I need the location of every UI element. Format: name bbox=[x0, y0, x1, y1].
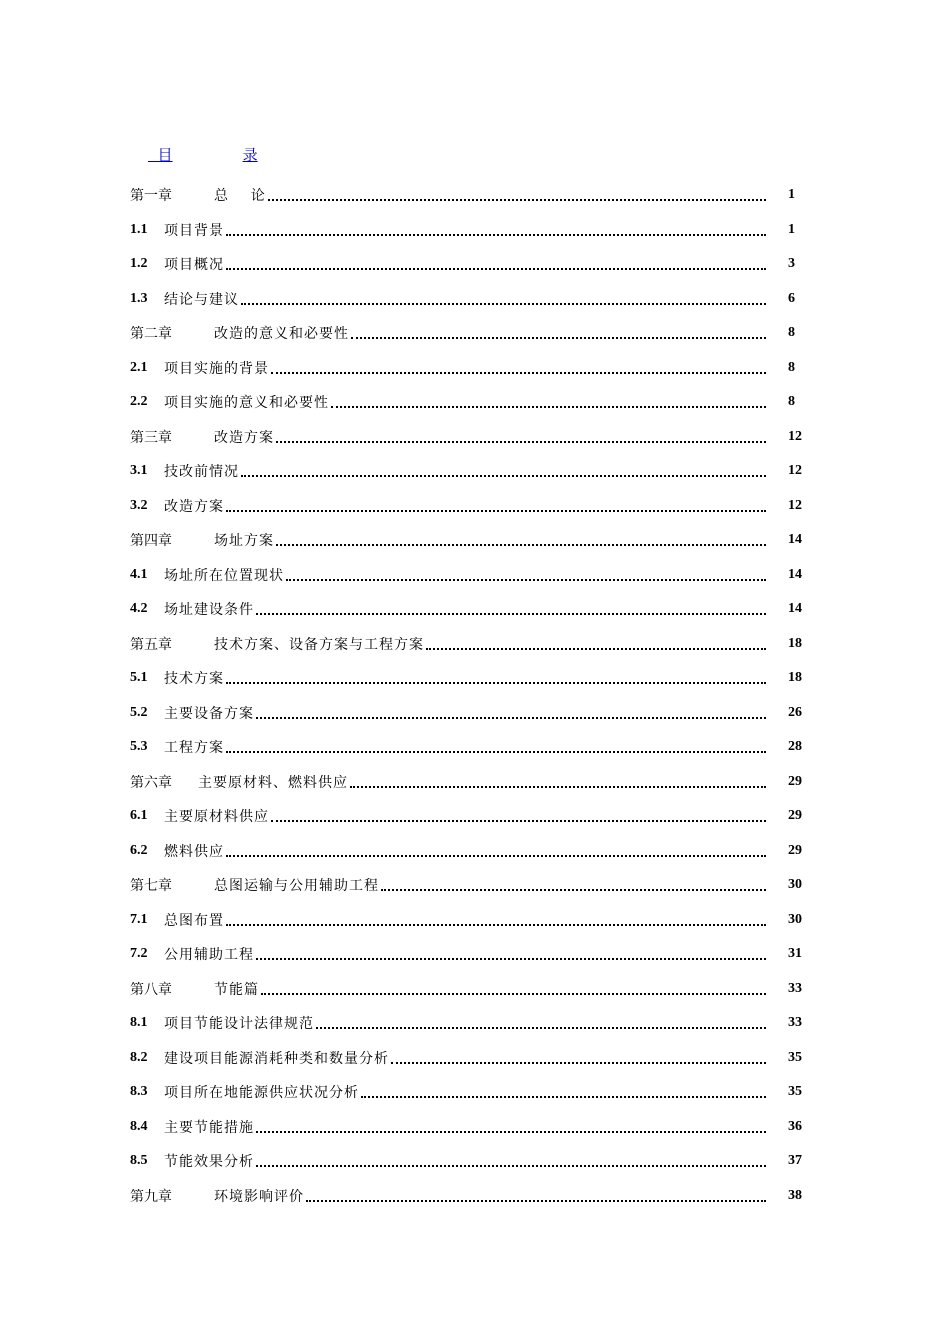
toc-entry[interactable] bbox=[130, 1179, 810, 1214]
toc-entry-label: 总图布置 bbox=[164, 912, 224, 929]
toc-entry-label: 主要节能措施 bbox=[164, 1119, 254, 1136]
toc-entry-page: 8 bbox=[788, 394, 795, 410]
dot-leader bbox=[271, 372, 766, 374]
dot-leader bbox=[256, 717, 766, 719]
toc-entry-number: 1.3 bbox=[130, 290, 148, 306]
toc-entry[interactable] bbox=[130, 1110, 810, 1145]
toc-entry-label: 改造方案 bbox=[214, 429, 274, 446]
toc-entry[interactable] bbox=[130, 730, 810, 765]
dot-leader bbox=[226, 268, 766, 270]
toc-entry[interactable] bbox=[130, 868, 810, 903]
toc-entry-label: 工程方案 bbox=[164, 740, 224, 757]
toc-entry-label: 节能篇 bbox=[214, 981, 259, 998]
toc-entry[interactable] bbox=[130, 627, 810, 662]
toc-entry[interactable] bbox=[130, 351, 810, 386]
toc-entry-label: 改造方案 bbox=[164, 498, 224, 515]
toc-entry-number: 第九章 bbox=[130, 1188, 172, 1205]
toc-entry-label: 项目节能设计法律规范 bbox=[164, 1016, 314, 1033]
toc-entry-page: 6 bbox=[788, 290, 795, 306]
dot-leader bbox=[350, 786, 766, 788]
toc-entry-number: 2.2 bbox=[130, 394, 148, 410]
toc-entry-number: 5.3 bbox=[130, 739, 148, 755]
toc-entry-page: 1 bbox=[788, 221, 795, 237]
toc-entry-number: 第五章 bbox=[130, 636, 172, 653]
toc-entry-label: 项目所在地能源供应状况分析 bbox=[164, 1085, 359, 1102]
toc-entry-page: 28 bbox=[788, 739, 802, 755]
toc-entry-label: 技改前情况 bbox=[164, 464, 239, 481]
toc-entry-label: 项目背景 bbox=[164, 222, 224, 239]
toc-entry-label: 改造的意义和必要性 bbox=[214, 326, 349, 343]
dot-leader bbox=[361, 1096, 766, 1098]
dot-leader bbox=[316, 1027, 766, 1029]
toc-entry-number: 第八章 bbox=[130, 981, 172, 998]
toc-entry-page: 33 bbox=[788, 1015, 802, 1031]
dot-leader bbox=[256, 1131, 766, 1133]
toc-entry-label: 燃料供应 bbox=[164, 843, 224, 860]
toc-entry-label: 技术方案、设备方案与工程方案 bbox=[214, 636, 424, 653]
toc-entry-label: 项目实施的背景 bbox=[164, 360, 269, 377]
toc-entry-label: 环境影响评价 bbox=[214, 1188, 304, 1205]
toc-entry-label: 项目概况 bbox=[164, 257, 224, 274]
toc-entry-page: 18 bbox=[788, 670, 802, 686]
dot-leader bbox=[306, 1200, 766, 1202]
toc-entry[interactable] bbox=[130, 834, 810, 869]
toc-entry-number: 1.2 bbox=[130, 256, 148, 272]
toc-entry-page: 12 bbox=[788, 428, 802, 444]
toc-entry-label: 场址建设条件 bbox=[164, 602, 254, 619]
toc-entry-page: 26 bbox=[788, 704, 802, 720]
toc-entry[interactable] bbox=[130, 213, 810, 248]
dot-leader bbox=[226, 682, 766, 684]
toc-entry-page: 31 bbox=[788, 946, 802, 962]
toc-entry-label: 主要设备方案 bbox=[164, 705, 254, 722]
toc-entry[interactable] bbox=[130, 937, 810, 972]
toc-entry[interactable] bbox=[130, 385, 810, 420]
toc-entry-page: 29 bbox=[788, 773, 802, 789]
toc-entry-number: 8.2 bbox=[130, 1049, 148, 1065]
toc-title-left: 目 bbox=[157, 146, 173, 164]
toc-entry-number: 第六章 bbox=[130, 774, 172, 791]
toc-entry-number: 第七章 bbox=[130, 878, 172, 895]
toc-entry-page: 30 bbox=[788, 911, 802, 927]
dot-leader bbox=[241, 303, 766, 305]
toc-entry[interactable] bbox=[130, 523, 810, 558]
dot-leader bbox=[331, 406, 766, 408]
toc-entry-number: 6.1 bbox=[130, 808, 148, 824]
toc-entry-number: 第二章 bbox=[130, 326, 172, 343]
toc-entry-number: 2.1 bbox=[130, 359, 148, 375]
toc-entry-label: 技术方案 bbox=[164, 671, 224, 688]
toc-entry-page: 14 bbox=[788, 566, 802, 582]
toc-entry[interactable] bbox=[130, 489, 810, 524]
toc-entry[interactable] bbox=[130, 454, 810, 489]
toc-entry-number: 3.2 bbox=[130, 497, 148, 513]
toc-entry[interactable] bbox=[130, 558, 810, 593]
toc-entry-number: 3.1 bbox=[130, 463, 148, 479]
dot-leader bbox=[268, 199, 766, 201]
toc-entry[interactable] bbox=[130, 972, 810, 1007]
dot-leader bbox=[256, 613, 766, 615]
toc-entry-number: 4.1 bbox=[130, 566, 148, 582]
toc-entry-number: 第四章 bbox=[130, 533, 172, 550]
toc-entry[interactable] bbox=[130, 1144, 810, 1179]
toc-entry-label: 总 论 bbox=[214, 188, 266, 205]
toc-title[interactable] bbox=[148, 126, 258, 165]
toc-entry[interactable] bbox=[130, 178, 810, 213]
toc-entry[interactable] bbox=[130, 420, 810, 455]
dot-leader bbox=[256, 958, 766, 960]
toc-entry-page: 12 bbox=[788, 463, 802, 479]
toc-entry-page: 29 bbox=[788, 808, 802, 824]
toc-entry-page: 1 bbox=[788, 187, 795, 203]
toc-entry-page: 30 bbox=[788, 877, 802, 893]
toc-entry-page: 8 bbox=[788, 325, 795, 341]
toc-entry-label: 场址所在位置现状 bbox=[164, 567, 284, 584]
dot-leader bbox=[261, 993, 766, 995]
toc-entry-page: 29 bbox=[788, 842, 802, 858]
dot-leader bbox=[276, 544, 766, 546]
toc-entry-label: 总图运输与公用辅助工程 bbox=[214, 878, 379, 895]
toc-entry-label: 节能效果分析 bbox=[164, 1154, 254, 1171]
dot-leader bbox=[351, 337, 766, 339]
toc-entry[interactable] bbox=[130, 1041, 810, 1076]
toc-entry[interactable] bbox=[130, 903, 810, 938]
toc-entry-number: 1.1 bbox=[130, 221, 148, 237]
dot-leader bbox=[381, 889, 766, 891]
toc-title-right: 录 bbox=[242, 146, 258, 164]
toc-entry-label: 公用辅助工程 bbox=[164, 947, 254, 964]
table-of-contents bbox=[130, 178, 810, 1213]
toc-entry[interactable] bbox=[130, 1075, 810, 1110]
toc-entry-page: 18 bbox=[788, 635, 802, 651]
toc-entry-page: 33 bbox=[788, 980, 802, 996]
toc-entry-page: 3 bbox=[788, 256, 795, 272]
toc-entry-label: 场址方案 bbox=[214, 533, 274, 550]
toc-entry-page: 14 bbox=[788, 532, 802, 548]
toc-entry-page: 35 bbox=[788, 1049, 802, 1065]
toc-entry-number: 5.1 bbox=[130, 670, 148, 686]
toc-entry-number: 8.5 bbox=[130, 1153, 148, 1169]
dot-leader bbox=[226, 510, 766, 512]
toc-entry-number: 7.1 bbox=[130, 911, 148, 927]
toc-entry[interactable] bbox=[130, 247, 810, 282]
toc-entry-label: 主要原材料供应 bbox=[164, 809, 269, 826]
dot-leader bbox=[391, 1062, 766, 1064]
toc-entry[interactable] bbox=[130, 696, 810, 731]
dot-leader bbox=[271, 820, 766, 822]
toc-entry-label: 结论与建议 bbox=[164, 291, 239, 308]
toc-entry-label: 项目实施的意义和必要性 bbox=[164, 395, 329, 412]
toc-entry-number: 第一章 bbox=[130, 188, 172, 205]
dot-leader bbox=[426, 648, 766, 650]
dot-leader bbox=[276, 441, 766, 443]
toc-entry-page: 35 bbox=[788, 1084, 802, 1100]
dot-leader bbox=[226, 924, 766, 926]
toc-entry[interactable] bbox=[130, 316, 810, 351]
toc-entry[interactable] bbox=[130, 282, 810, 317]
toc-entry-number: 8.1 bbox=[130, 1015, 148, 1031]
toc-entry-number: 8.3 bbox=[130, 1084, 148, 1100]
toc-entry-number: 8.4 bbox=[130, 1118, 148, 1134]
toc-entry-page: 8 bbox=[788, 359, 795, 375]
toc-entry-page: 12 bbox=[788, 497, 802, 513]
dot-leader bbox=[286, 579, 766, 581]
toc-entry-number: 6.2 bbox=[130, 842, 148, 858]
dot-leader bbox=[226, 751, 766, 753]
dot-leader bbox=[226, 234, 766, 236]
toc-entry-page: 36 bbox=[788, 1118, 802, 1134]
toc-entry-label: 建设项目能源消耗种类和数量分析 bbox=[164, 1050, 389, 1067]
dot-leader bbox=[226, 855, 766, 857]
toc-entry-number: 第三章 bbox=[130, 429, 172, 446]
toc-entry[interactable] bbox=[130, 765, 810, 800]
toc-entry[interactable] bbox=[130, 799, 810, 834]
toc-entry-label: 主要原材料、燃料供应 bbox=[198, 774, 348, 791]
toc-entry[interactable] bbox=[130, 592, 810, 627]
toc-entry-page: 37 bbox=[788, 1153, 802, 1169]
toc-entry-number: 5.2 bbox=[130, 704, 148, 720]
toc-entry-number: 4.2 bbox=[130, 601, 148, 617]
toc-entry-page: 14 bbox=[788, 601, 802, 617]
dot-leader bbox=[241, 475, 766, 477]
toc-entry[interactable] bbox=[130, 661, 810, 696]
dot-leader bbox=[256, 1165, 766, 1167]
toc-entry[interactable] bbox=[130, 1006, 810, 1041]
toc-entry-number: 7.2 bbox=[130, 946, 148, 962]
toc-entry-page: 38 bbox=[788, 1187, 802, 1203]
